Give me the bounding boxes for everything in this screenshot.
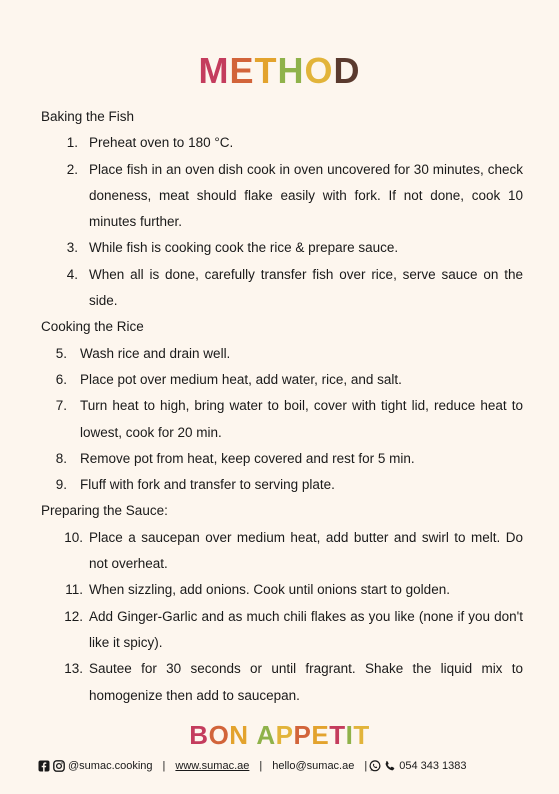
- footer-title-letter: B: [189, 720, 209, 750]
- facebook-icon[interactable]: [38, 760, 50, 772]
- step-number: 4.: [66, 266, 78, 282]
- step-item: [41, 341, 523, 367]
- step-text: While fish is cooking cook the rice & prepare sauce.: [89, 240, 399, 256]
- step-item: [41, 157, 523, 236]
- section-heading: Preparing the Sauce:: [41, 503, 168, 519]
- separator: |: [162, 760, 166, 772]
- step-number: 8.: [55, 450, 67, 466]
- step-item: [41, 235, 523, 261]
- step-text: Place pot over medium heat, add water, rice, and salt.: [80, 371, 402, 387]
- step-item: [41, 604, 523, 657]
- whatsapp-icon[interactable]: [369, 760, 381, 772]
- step-text: Wash rice and drain well.: [80, 345, 231, 361]
- step-item: [41, 130, 523, 156]
- email-link[interactable]: hello@sumac.ae: [272, 760, 355, 772]
- step-text: Add Ginger-Garlic and as much chili flakes as you like (none if you don't like it spicy).: [89, 608, 523, 650]
- title-letter: T: [254, 50, 278, 91]
- step-item: [41, 656, 523, 709]
- step-text: Place a saucepan over medium heat, add butter and swirl to melt. Do not overheat.: [89, 529, 523, 572]
- step-text: Sautee for 30 seconds or until fragrant. Shake the liquid mix to homogenize then add to saucepan.: [89, 661, 523, 703]
- instagram-icon[interactable]: [53, 760, 65, 772]
- step-text: Preheat oven to 180 °C.: [89, 135, 234, 151]
- phone-icon[interactable]: [384, 760, 396, 772]
- step-number: 5.: [55, 345, 67, 361]
- separator: |: [364, 760, 368, 772]
- step-text: Fluff with fork and transfer to serving plate.: [80, 477, 335, 493]
- section-heading: Baking the Fish: [41, 109, 135, 124]
- step-number: 7.: [55, 398, 67, 414]
- footer-title-letter: T: [353, 720, 370, 750]
- step-text: When sizzling, add onions. Cook until onions start to golden.: [89, 582, 450, 598]
- footer-title-letter: N: [229, 720, 249, 750]
- separator: |: [259, 760, 263, 772]
- title-letter: E: [229, 50, 255, 91]
- phone-number[interactable]: 054 343 1383: [399, 760, 467, 772]
- step-number: 11.: [65, 582, 83, 598]
- social-handle[interactable]: @sumac.cooking: [68, 760, 153, 772]
- step-item: [41, 262, 523, 315]
- step-item: [41, 393, 523, 446]
- step-item: [41, 472, 523, 498]
- method-content: [41, 104, 523, 709]
- step-number: 13.: [64, 661, 83, 677]
- step-item: [41, 367, 523, 393]
- step-list: [41, 341, 523, 499]
- step-text: Remove pot from heat, keep covered and rest for 5 min.: [80, 450, 415, 466]
- step-number: 9.: [55, 477, 67, 493]
- title-letter: M: [198, 50, 230, 91]
- footer-title-letter: I: [345, 720, 354, 750]
- step-number: 1.: [66, 135, 78, 151]
- step-text: When all is done, carefully transfer fish over rice, serve sauce on the side.: [89, 266, 523, 309]
- title-letter: D: [333, 50, 361, 91]
- footer-title-letter: P: [275, 720, 294, 750]
- footer-title-letter: E: [311, 720, 330, 750]
- footer-title-letter: O: [208, 720, 230, 750]
- section-heading: Cooking the Rice: [41, 319, 144, 335]
- footer-title-letter: P: [293, 720, 312, 750]
- step-item: [41, 577, 523, 603]
- bon-appetit-title: [0, 720, 559, 751]
- step-number: 10.: [64, 529, 83, 545]
- step-number: 6.: [55, 371, 67, 387]
- step-list: [41, 525, 523, 709]
- footer-title-letter: A: [256, 720, 276, 750]
- page-title: [0, 50, 559, 92]
- website-link[interactable]: www.sumac.ae: [175, 760, 250, 772]
- step-text: Place fish in an oven dish cook in oven uncovered for 30 minutes, check doneness, meat should flake easily with fork. If not done, cook 10 minutes further.: [89, 161, 523, 230]
- step-item: [41, 525, 523, 578]
- contact-bar: [38, 760, 528, 772]
- step-text: Turn heat to high, bring water to boil, cover with tight lid, reduce heat to lowest, cook for 20 min.: [80, 398, 523, 440]
- title-letter: H: [277, 50, 305, 91]
- footer-title-letter: T: [329, 720, 346, 750]
- step-number: 2.: [66, 161, 78, 177]
- step-list: [41, 130, 523, 314]
- step-number: 3.: [66, 240, 78, 256]
- step-number: 12.: [64, 608, 83, 624]
- step-item: [41, 446, 523, 472]
- title-letter: O: [304, 50, 334, 91]
